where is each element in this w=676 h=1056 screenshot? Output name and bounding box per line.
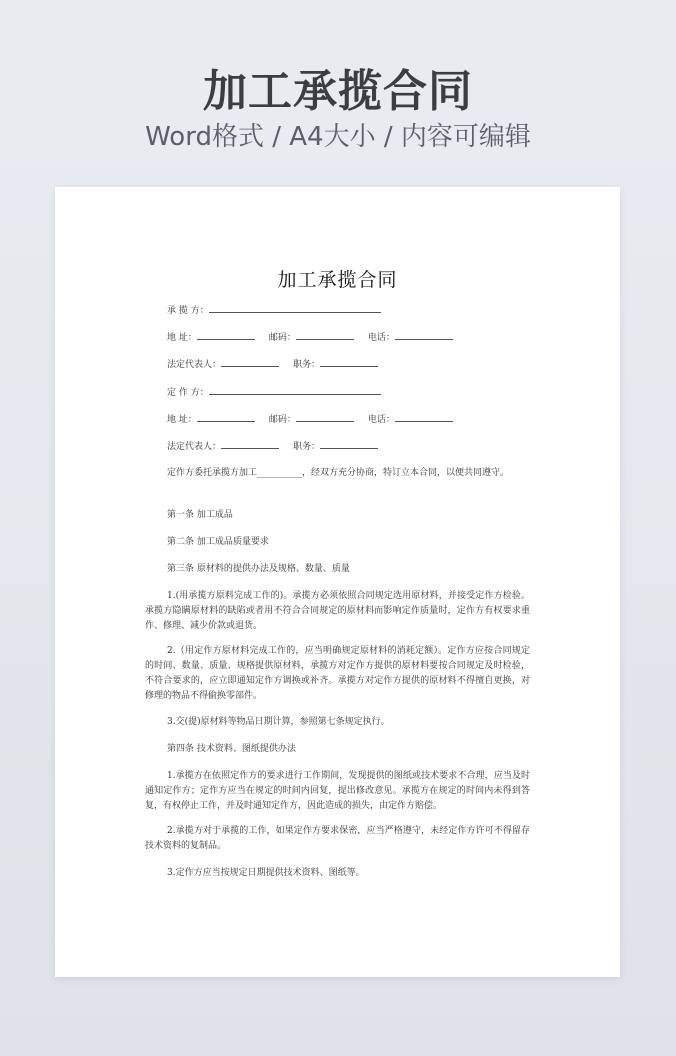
- party-b-post-blank: [320, 439, 378, 449]
- party-b-address-row: [167, 412, 453, 426]
- article-4-heading: 第四条 技术资料、图纸提供办法: [167, 744, 296, 754]
- party-a-name-label: 承 揽 方：: [167, 306, 209, 316]
- party-a-address-row: [167, 330, 453, 344]
- party-a-name-blank: [209, 303, 381, 313]
- party-a-address-label: 地 址：: [167, 333, 197, 343]
- party-a-post-label: 职务：: [293, 360, 321, 370]
- party-b-address-label: 地 址：: [167, 415, 197, 425]
- party-b-zip-blank: [296, 412, 354, 422]
- party-a-rep-label: 法定代表人：: [167, 360, 222, 370]
- party-a-rep-blank: [221, 357, 279, 367]
- party-b-name-blank: [209, 385, 381, 395]
- party-b-rep-row: [167, 439, 378, 453]
- party-b-post-label: 职务：: [293, 442, 321, 452]
- party-b-address-blank: [197, 412, 255, 422]
- article-3-clause-1: 1.(用承揽方原料完成工作的)。承揽方必须依照合同规定选用原材料，并接受定作方检验。承揽方隐瞒原材料的缺陷或者用不符合合同规定的原材料而影响定作质量时，定作方有权要求重作、修理、减少价款或退货。: [145, 591, 530, 631]
- article-3-clause-2: 2.（用定作方原材料完成工作的，应当明确规定原材料的消耗定额）。定作方应按合同规定的时间、数量、质量、规格提供原材料，承揽方对定作方提供的原材料要按合同规定及时检验，不符合要求的，应立即通知定作方调换或补齐。承揽方对定作方提供的原材料不得擅自更换，对修理的物品不得偷换零部件。: [145, 646, 530, 701]
- document-page: [55, 187, 620, 977]
- party-b-name-label: 定 作 方：: [167, 388, 209, 398]
- party-b-name-row: [167, 385, 381, 399]
- party-b-phone-blank: [395, 412, 453, 422]
- article-2-heading: 第二条 加工成品质量要求: [167, 537, 269, 547]
- article-4-clause-1: 1.承揽方在依照定作方的要求进行工作期间，发现提供的图纸或技术要求不合理，应当及时通知定作方；定作方应当在规定的时间内回复，提出修改意见。承揽方在规定的时间内未得到答复，有权停止工作，并及时通知定作方，因此造成的损失，由定作方赔偿。: [145, 771, 530, 811]
- party-b-rep-blank: [221, 439, 279, 449]
- party-b-rep-label: 法定代表人：: [167, 442, 222, 452]
- banner-subtitle: Word格式 / A4大小 / 内容可编辑: [145, 122, 531, 152]
- party-a-rep-row: [167, 357, 378, 371]
- party-a-zip-label: 邮码：: [268, 333, 296, 343]
- party-a-name-row: [167, 303, 381, 317]
- banner-title: 加工承揽合同: [203, 66, 473, 117]
- party-a-zip-blank: [296, 330, 354, 340]
- party-b-zip-label: 邮码：: [268, 415, 296, 425]
- party-a-phone-label: 电话：: [367, 333, 395, 343]
- party-a-phone-blank: [395, 330, 453, 340]
- article-1-heading: 第一条 加工成品: [167, 510, 233, 520]
- party-a-post-blank: [320, 357, 378, 367]
- party-b-phone-label: 电话：: [367, 415, 395, 425]
- article-3-clause-3: 3.交(提)原材料等物品日期计算，参照第七条规定执行。: [167, 717, 390, 727]
- article-3-heading: 第三条 原材料的提供办法及规格、数量、质量: [167, 564, 350, 574]
- article-4-clause-3: 3.定作方应当按规定日期提供技术资料、图纸等。: [167, 868, 365, 878]
- document-title: 加工承揽合同: [277, 269, 398, 291]
- intro-paragraph: 定作方委托承揽方加工__________，经双方充分协商，特订立本合同，以便共同遵守。: [167, 468, 510, 478]
- party-a-address-blank: [197, 330, 255, 340]
- article-4-clause-2: 2.承揽方对于承揽的工作，如果定作方要求保密，应当严格遵守，未经定作方许可不得留存技术资料的复制品。: [145, 826, 530, 851]
